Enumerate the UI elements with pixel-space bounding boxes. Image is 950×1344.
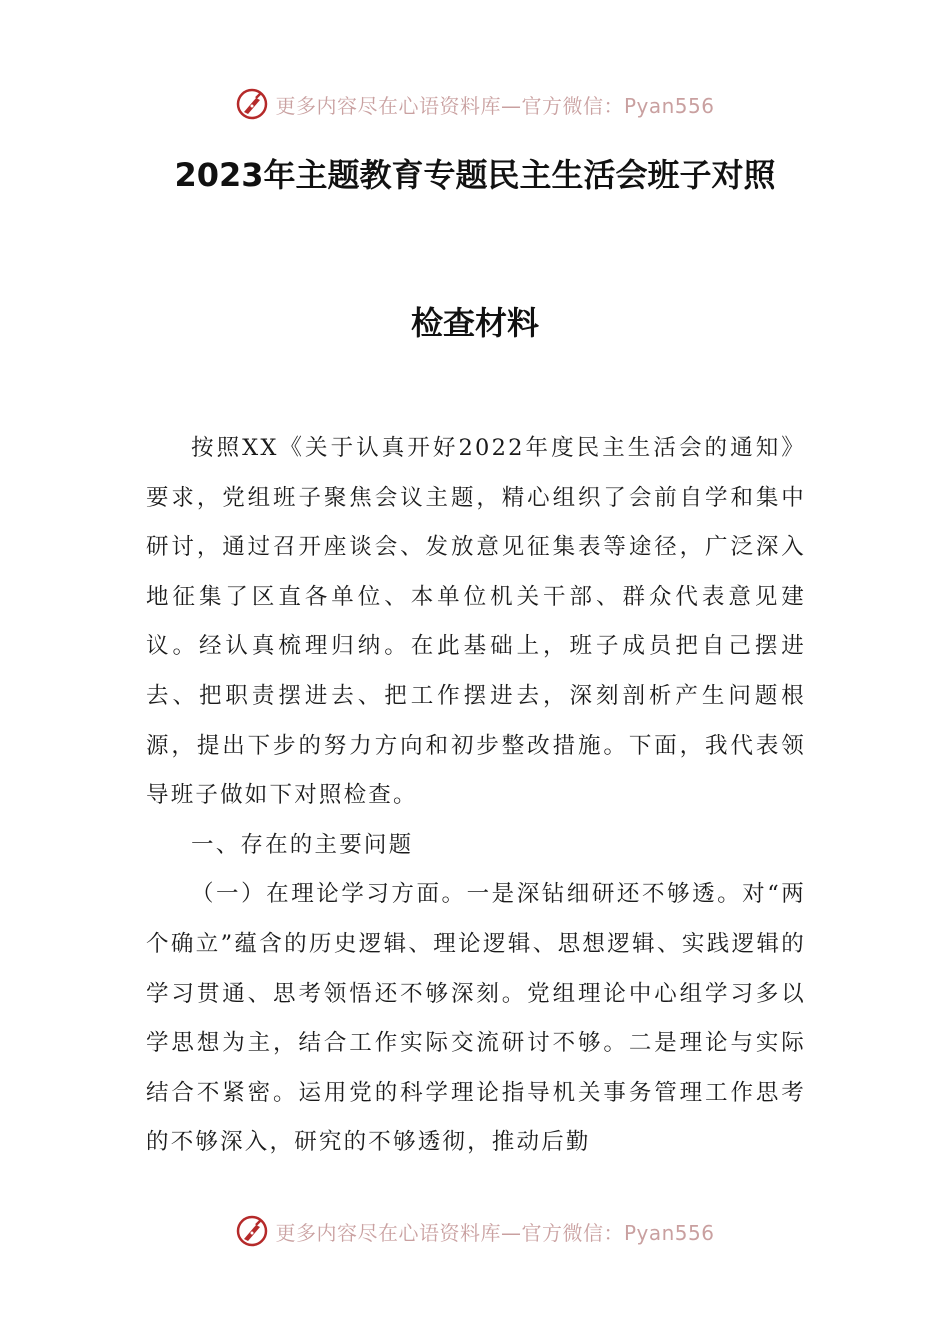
pen-nib-circle-icon	[235, 87, 269, 121]
paragraph-intro: 按照XX《关于认真开好2022年度民主生活会的通知》要求，党组班子聚焦会议主题，精心组织了会前自学和集中研讨，通过召开座谈会、发放意见征集表等途径，广泛深入地征集了区直各单位、本单位机关干部、群众代表意见建议。经认真梳理归纳。在此基础上，班子成员把自己摆进去、把职责摆进去、把工作摆进去，深刻剖析产生问题根源，提出下步的努力方向和初步整改措施。下面，我代表领导班子做如下对照检查。	[146, 435, 806, 809]
watermark-text: 更多内容尽在心语资料库—官方微信：Pyan556	[275, 1220, 715, 1245]
section-heading: 一、存在的主要问题	[191, 831, 414, 858]
watermark-banner-bottom	[0, 1211, 950, 1251]
document-body	[146, 424, 806, 1168]
document-title-line-1: 2023年主题教育专题民主生活会班子对照	[174, 156, 776, 194]
watermark-text: 更多内容尽在心语资料库—官方微信：Pyan556	[275, 93, 715, 118]
paragraph-theory-study: （一）在理论学习方面。一是深钻细研还不够透。对“两个确立”蕴含的历史逻辑、理论逻辑、思想逻辑、实践逻辑的学习贯通、思考领悟还不够深刻。党组理论中心组学习多以学思想为主，结合工作实际交流研讨不够。二是理论与实际结合不紧密。运用党的科学理论指导机关事务管理工作思考的不够深入，研究的不够透彻，推动后勤	[146, 881, 806, 1156]
pen-nib-circle-icon	[235, 1214, 269, 1248]
watermark-banner-top	[0, 84, 950, 124]
document-title-line-2: 检查材料	[410, 304, 539, 342]
